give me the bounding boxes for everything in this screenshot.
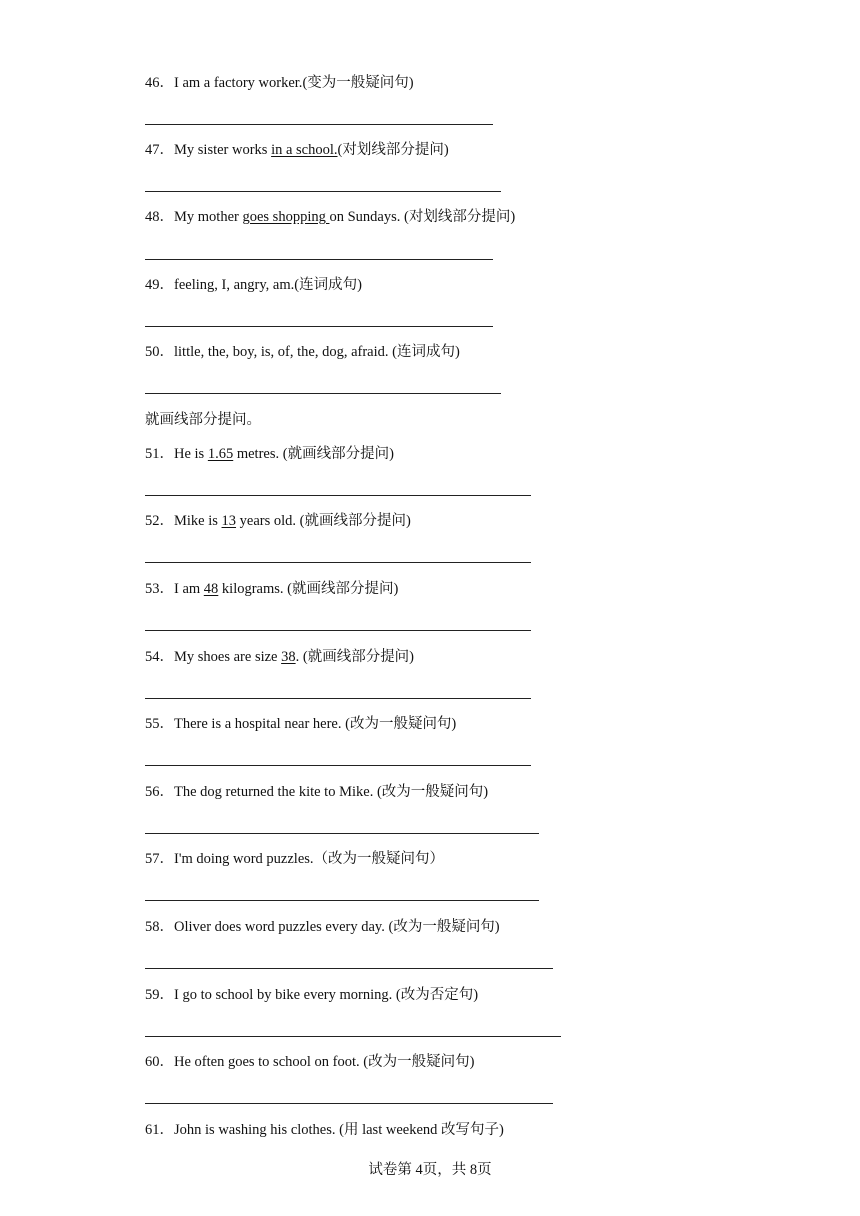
question-50 [145,342,460,362]
question-48 [145,207,515,227]
answer-line-58[interactable] [145,968,553,969]
question-instruction: (对划线部分提问) [404,209,516,225]
question-number: 61． [145,1122,174,1138]
question-text: Mike is [174,513,222,529]
section-heading: 就画线部分提问。 [145,412,261,428]
question-number: 52． [145,513,174,529]
question-instruction: (就画线部分提问) [302,649,415,665]
question-number: 51． [145,446,174,462]
question-number: 48． [145,209,174,225]
question-instruction: (用 last weekend 改写句子) [339,1122,504,1138]
question-59 [145,985,478,1005]
question-56 [145,782,488,802]
question-text-rest: metres. [233,446,283,462]
question-57 [145,849,444,869]
question-53 [145,579,398,599]
question-text: He often goes to school on foot. [174,1054,364,1070]
answer-line-55[interactable] [145,765,531,766]
question-instruction: （改为一般疑问句） [313,851,445,867]
question-60 [145,1052,474,1072]
question-instruction: (就画线部分提问) [299,513,411,529]
question-text: There is a hospital near here. [174,716,346,732]
question-text: My mother [174,209,243,225]
question-number: 56． [145,784,174,800]
question-text: I am a factory worker. [174,75,303,91]
answer-line-59[interactable] [145,1036,561,1037]
question-number: 59． [145,987,174,1003]
answer-line-47[interactable] [145,191,501,192]
answer-line-46[interactable] [145,124,493,125]
question-47 [145,140,449,160]
question-number: 55． [145,716,174,732]
question-number: 49． [145,277,174,293]
question-number: 54． [145,649,174,665]
question-text: The dog returned the kite to Mike. [174,784,377,800]
question-text-rest: kilograms. [218,581,288,597]
question-number: 57． [145,851,174,867]
answer-line-54[interactable] [145,698,531,699]
underlined-part: in a school. [271,142,338,158]
underlined-part: 38 [281,649,296,665]
answer-line-51[interactable] [145,495,531,496]
answer-line-50[interactable] [145,393,501,394]
answer-line-52[interactable] [145,562,531,563]
question-number: 60． [145,1054,174,1070]
question-54 [145,647,414,667]
question-instruction: (变为一般疑问句) [302,75,414,91]
question-55 [145,714,456,734]
question-text-rest: on Sundays. [329,209,404,225]
question-number: 53． [145,581,174,597]
question-text-rest: years old. [236,513,300,529]
question-number: 46． [145,75,174,91]
question-instruction: (改为否定句) [395,987,479,1003]
question-52 [145,511,411,531]
question-text: He is [174,446,208,462]
answer-line-56[interactable] [145,833,539,834]
question-instruction: (改为一般疑问句) [363,1054,475,1070]
question-51 [145,444,394,464]
question-instruction: (连词成句) [392,344,460,360]
answer-line-49[interactable] [145,326,493,327]
answer-line-53[interactable] [145,630,531,631]
question-instruction: (改为一般疑问句) [345,716,457,732]
question-instruction: (对划线部分提问) [337,142,449,158]
question-instruction: (改为一般疑问句) [376,784,489,800]
question-number: 47． [145,142,174,158]
underlined-part: 48 [203,581,219,597]
question-46 [145,73,414,93]
page-footer: 试卷第 4页，共 8页 [368,1162,492,1178]
question-58 [145,917,500,937]
answer-line-57[interactable] [145,900,539,901]
question-text: I go to school by bike every morning. [174,987,396,1003]
underlined-part: 13 [221,513,237,529]
question-text: My sister works [174,142,272,158]
question-instruction: (就画线部分提问) [287,581,399,597]
question-text: feeling, I, angry, am. [174,277,295,293]
question-text: Oliver does word puzzles every day. [174,919,389,935]
question-61 [145,1120,504,1140]
question-text: little, the, boy, is, of, the, dog, afraid. [174,344,393,360]
underlined-part: 1.65 [207,446,234,462]
underlined-part: goes shopping [242,209,330,225]
question-number: 50． [145,344,174,360]
question-text: My shoes are size [174,649,282,665]
answer-line-48[interactable] [145,259,493,260]
question-instruction: (连词成句) [294,277,362,293]
question-number: 58． [145,919,174,935]
question-text-rest: . [295,649,303,665]
answer-line-60[interactable] [145,1103,553,1104]
question-text: I am [174,581,204,597]
question-49 [145,275,362,295]
question-instruction: (改为一般疑问句) [388,919,500,935]
question-text: John is washing his clothes. [174,1122,340,1138]
question-text: I'm doing word puzzles. [174,851,314,867]
question-instruction: (就画线部分提问) [282,446,394,462]
